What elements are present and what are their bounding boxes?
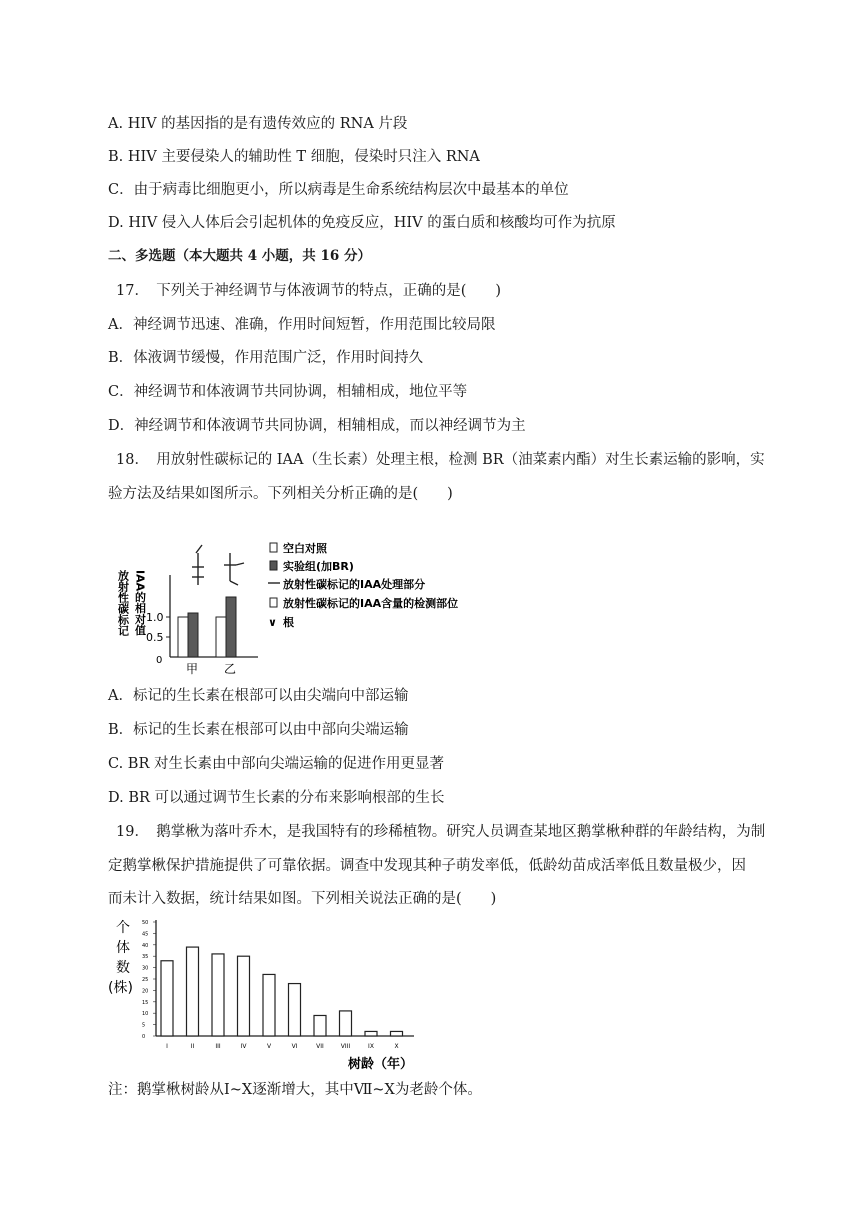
q19-ylabel-1: 个 [116, 920, 130, 936]
q19-bar-III [212, 954, 224, 1036]
q18-option-b: B．标记的生长素在根部可以由中部向尖端运输 [108, 722, 409, 738]
q19-xtick-label: V [266, 1043, 272, 1050]
q19-xtick-label: X [394, 1043, 399, 1050]
q18-option-a: A．标记的生长素在根部可以由尖端向中部运输 [108, 688, 409, 704]
q19-bars [161, 947, 403, 1036]
q18-ylabel-1: 放射性碳标记 [116, 570, 130, 636]
q19-bar-IX [365, 1031, 377, 1036]
q19-xtick-label: IV [240, 1043, 247, 1050]
q18-ytick-1: 1.0 [146, 611, 164, 624]
q19-bar-I [161, 961, 173, 1036]
q18-group-b: 乙 [224, 662, 237, 676]
q18-legend-detect: 放射性碳标记的IAA含量的检测部位 [283, 597, 459, 610]
q19-yticks [142, 920, 156, 1040]
q18-legend [268, 541, 458, 629]
q18-legend-root: 根 [283, 616, 294, 629]
q18-group-a: 甲 [186, 662, 199, 676]
q18-figure [108, 535, 488, 680]
q19-ytick-label: 5 [142, 1022, 146, 1029]
q18-stem-line1: 18． 用放射性碳标记的 IAA（生长素）处理主根，检测 BR（油菜素内酯）对生长素运输的影响，实 [116, 452, 765, 468]
root-glyph-icon: ∨ [268, 616, 277, 629]
q16-option-a: A. HIV 的基因指的是有遗传效应的 RNA 片段 [108, 116, 408, 132]
q19-xlabel: 树龄（年） [348, 1057, 414, 1072]
q19-xtick-label: VII [316, 1043, 324, 1050]
q18-bar-br-1 [226, 597, 236, 657]
q19-ylabel [108, 920, 133, 996]
q19-ytick-label: 50 [142, 920, 149, 926]
q18-bars [178, 597, 236, 657]
q19-bar-V [263, 974, 275, 1036]
q18-stem-line2: 验方法及结果如图所示。下列相关分析正确的是( ) [108, 486, 453, 502]
q18-bar-control-1 [216, 617, 226, 657]
q16-option-c: C．由于病毒比细胞更小，所以病毒是生命系统结构层次中最基本的单位 [108, 182, 569, 198]
q19-ylabel-2: 体 [116, 940, 130, 956]
q19-bar-VII [314, 1015, 326, 1036]
q19-xtick-label: III [215, 1043, 221, 1050]
q19-xtick-label: VIII [340, 1043, 351, 1050]
q19-xticks [166, 1043, 398, 1050]
q19-ytick-label: 30 [142, 965, 149, 972]
q17-option-b: B．体液调节缓慢，作用范围广泛，作用时间持久 [108, 350, 424, 366]
q17-option-d: D．神经调节和体液调节共同协调，相辅相成，而以神经调节为主 [108, 418, 526, 434]
q19-xtick-label: II [190, 1043, 195, 1050]
q19-ytick-label: 35 [142, 954, 149, 961]
q19-ytick-label: 25 [142, 977, 149, 983]
q19-xtick-label: I [166, 1043, 168, 1050]
section-title: 二、多选题（本大题共 4 小题，共 16 分） [108, 248, 371, 264]
q16-option-d: D. HIV 侵入人体后会引起机体的免疫反应，HIV 的蛋白质和核酸均可作为抗原 [108, 215, 616, 231]
q19-ytick-label: 40 [142, 942, 149, 949]
q19-bar-X [391, 1031, 403, 1036]
q19-stem-line1: 19． 鹅掌楸为落叶乔木，是我国特有的珍稀植物。研究人员调查某地区鹅掌楸种群的年龄结构，为制 [116, 824, 766, 840]
q19-ylabel-3: 数 [116, 960, 130, 976]
q18-bar-br-0 [188, 613, 198, 657]
q19-bar-IV [238, 956, 250, 1036]
q19-xtick-label: IX [368, 1043, 374, 1050]
q19-bar-VIII [340, 1011, 352, 1036]
q19-note: 注：鹅掌楸树龄从Ⅰ~Ⅹ逐渐增大，其中Ⅶ~Ⅹ为老龄个体。 [108, 1082, 482, 1098]
q19-ytick-label: 0 [142, 1034, 146, 1040]
q18-bar-control-0 [178, 617, 188, 657]
q19-figure [108, 914, 428, 1074]
q19-bar-VI [289, 984, 301, 1036]
q18-option-c: C. BR 对生长素由中部向尖端运输的促进作用更显著 [108, 756, 444, 772]
q18-ylabel-2: IAA的相对值 [133, 570, 147, 636]
q19-xtick-label: VI [291, 1043, 298, 1050]
q19-ytick-label: 15 [142, 999, 149, 1006]
q19-stem-line3: 而未计入数据，统计结果如图。下列相关说法正确的是( ) [108, 891, 497, 907]
q19-stem-line2: 定鹅掌楸保护措施提供了可靠依据。调查中发现其种子萌发率低，低龄幼苗成活率低且数量极少，因 [108, 858, 746, 874]
q18-legend-treated: 放射性碳标记的IAA处理部分 [283, 578, 426, 591]
q19-ylabel-4: (株) [108, 980, 133, 996]
q18-ytick-05: 0.5 [146, 631, 164, 644]
q18-option-d: D. BR 可以通过调节生长素的分布来影响根部的生长 [108, 790, 445, 806]
q18-legend-control: 空白对照 [283, 542, 327, 555]
q19-ytick-label: 10 [142, 1011, 149, 1018]
root-icon [192, 545, 244, 585]
q16-option-b: B. HIV 主要侵染人的辅助性 T 细胞，侵染时只注入 RNA [108, 149, 480, 165]
q19-ytick-label: 20 [142, 988, 149, 995]
q17-stem: 17． 下列关于神经调节与体液调节的特点，正确的是( ) [116, 283, 502, 299]
q19-bar-II [187, 947, 199, 1036]
q18-legend-br: 实验组(加BR) [283, 560, 354, 573]
q18-ytick-0: 0 [156, 655, 163, 666]
q17-option-c: C．神经调节和体液调节共同协调，相辅相成，地位平等 [108, 384, 468, 400]
q17-option-a: A．神经调节迅速、准确，作用时间短暂，作用范围比较局限 [108, 317, 496, 333]
q19-ytick-label: 45 [142, 931, 149, 938]
